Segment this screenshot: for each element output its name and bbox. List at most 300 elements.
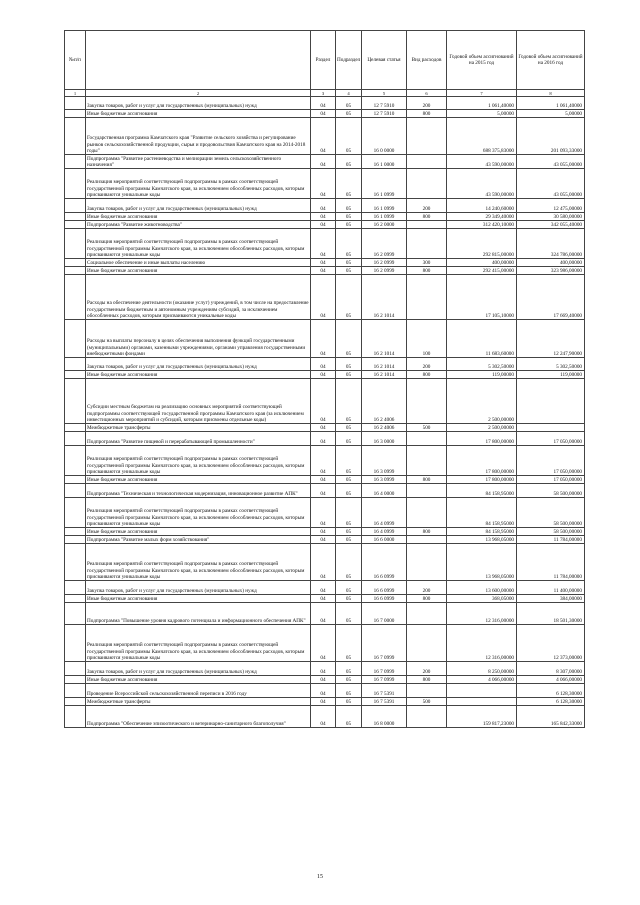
- row-razdel-cell: 04: [311, 706, 336, 728]
- row-statya-cell: 16 1 0000: [362, 155, 407, 169]
- row-razdel-cell: 04: [311, 229, 336, 259]
- row-razdel-cell: 04: [311, 698, 336, 706]
- row-name-cell: Реализация мероприятий соответствующей подпрограммы в рамках соответствующей государственной программы Камчатского края, за исключением обособленных расходов, которым присваиваются уникальные коды: [86, 544, 311, 581]
- row-razdel-cell: 04: [311, 267, 336, 275]
- row-2015-cell: 4 066,00000: [447, 676, 517, 684]
- table-row: [65, 155, 585, 169]
- row-vid-cell: 200: [407, 662, 447, 676]
- row-statya-cell: 16 0 0000: [362, 118, 407, 155]
- column-number: 4: [336, 90, 362, 97]
- row-vid-cell: [407, 275, 447, 320]
- table-row: [65, 581, 585, 595]
- row-2015-cell: 84 158,95000: [447, 498, 517, 528]
- row-2016-cell: 342 055,40000: [517, 221, 585, 229]
- row-podrazdel-cell: 05: [336, 581, 362, 595]
- row-podrazdel-cell: 05: [336, 595, 362, 603]
- row-2016-cell: 11 784,00000: [517, 544, 585, 581]
- row-vid-cell: 100: [407, 320, 447, 358]
- row-vid-cell: [407, 684, 447, 698]
- table-row: [65, 320, 585, 358]
- row-statya-cell: 16 6 0999: [362, 581, 407, 595]
- row-2015-cell: 13 968,05000: [447, 536, 517, 544]
- row-2015-cell: 2 500,00000: [447, 424, 517, 432]
- row-podrazdel-cell: 05: [336, 97, 362, 110]
- row-2016-cell: 6 128,30000: [517, 698, 585, 706]
- table-row: [65, 536, 585, 544]
- row-vid-cell: [407, 155, 447, 169]
- row-razdel-cell: 04: [311, 684, 336, 698]
- row-razdel-cell: 04: [311, 424, 336, 432]
- row-podrazdel-cell: 05: [336, 155, 362, 169]
- column-number: 7: [447, 90, 517, 97]
- row-razdel-cell: 04: [311, 476, 336, 484]
- row-statya-cell: 16 3 0999: [362, 446, 407, 476]
- table-row: [65, 528, 585, 536]
- row-index-cell: [65, 536, 86, 544]
- column-number: 5: [362, 90, 407, 97]
- table-row: [65, 603, 585, 625]
- row-name-cell: Реализация мероприятий соответствующей подпрограммы в рамках соответствующей государственной программы Камчатского края, за исключением обособленных расходов, которым присваиваются уникальные коды: [86, 625, 311, 662]
- row-name-cell: Подпрограмма "Развитие малых форм хозяйствования": [86, 536, 311, 544]
- row-name-cell: Закупка товаров, работ и услуг для государственных (муниципальных) нужд: [86, 581, 311, 595]
- row-razdel-cell: 04: [311, 199, 336, 213]
- row-2016-cell: [517, 379, 585, 424]
- row-index-cell: [65, 662, 86, 676]
- row-vid-cell: 800: [407, 110, 447, 118]
- row-name-cell: Межбюджетные трансферты: [86, 424, 311, 432]
- row-name-cell: Иные бюджетные ассигнования: [86, 528, 311, 536]
- header-statya: Целевая статья: [362, 31, 407, 90]
- header-name: [86, 31, 311, 90]
- row-vid-cell: 200: [407, 581, 447, 595]
- row-razdel-cell: 04: [311, 275, 336, 320]
- row-name-cell: Иные бюджетные ассигнования: [86, 213, 311, 221]
- row-2015-cell: 1 061,40000: [447, 97, 517, 110]
- row-razdel-cell: 04: [311, 379, 336, 424]
- row-razdel-cell: 04: [311, 498, 336, 528]
- column-number: 3: [311, 90, 336, 97]
- row-razdel-cell: 04: [311, 213, 336, 221]
- row-podrazdel-cell: 05: [336, 110, 362, 118]
- row-statya-cell: 12 7 5910: [362, 97, 407, 110]
- table-row: [65, 358, 585, 371]
- row-name-cell: Государственная программа Камчатского края "Развитие сельского хозяйства и регулирование рынков сельскохозяйственной продукции, сырья и продовольствия Камчатского края на 2014-2018 годы": [86, 118, 311, 155]
- row-podrazdel-cell: 05: [336, 662, 362, 676]
- row-name-cell: Социальное обеспечение и иные выплаты населению: [86, 259, 311, 267]
- row-2015-cell: 17 800,00000: [447, 446, 517, 476]
- row-vid-cell: 800: [407, 213, 447, 221]
- row-vid-cell: [407, 379, 447, 424]
- row-statya-cell: 16 2 0000: [362, 221, 407, 229]
- row-podrazdel-cell: 05: [336, 371, 362, 379]
- row-podrazdel-cell: 05: [336, 424, 362, 432]
- row-name-cell: Подпрограмма "Развитие животноводства": [86, 221, 311, 229]
- row-podrazdel-cell: 05: [336, 476, 362, 484]
- row-2015-cell: 13 600,00000: [447, 581, 517, 595]
- row-vid-cell: [407, 484, 447, 498]
- row-2015-cell: 17 800,00000: [447, 432, 517, 446]
- table-row: [65, 110, 585, 118]
- table-row: [65, 698, 585, 706]
- table-row: [65, 484, 585, 498]
- column-number-row: [65, 90, 585, 97]
- row-vid-cell: [407, 432, 447, 446]
- row-2015-cell: 11 683,60000: [447, 320, 517, 358]
- row-razdel-cell: 04: [311, 603, 336, 625]
- row-2015-cell: 14 240,60000: [447, 199, 517, 213]
- table-row: [65, 229, 585, 259]
- row-statya-cell: 16 3 0999: [362, 476, 407, 484]
- row-name-cell: Подпрограмма "Развитие растениеводства и мелиорации земель сельскохозяйственного назначения": [86, 155, 311, 169]
- row-vid-cell: 200: [407, 199, 447, 213]
- table-row: [65, 595, 585, 603]
- row-podrazdel-cell: 05: [336, 275, 362, 320]
- row-vid-cell: 800: [407, 676, 447, 684]
- row-2016-cell: 12 475,00000: [517, 199, 585, 213]
- row-2016-cell: 12 373,00000: [517, 625, 585, 662]
- row-index-cell: [65, 424, 86, 432]
- row-vid-cell: 500: [407, 424, 447, 432]
- row-podrazdel-cell: 05: [336, 528, 362, 536]
- header-vid: Вид расходов: [407, 31, 447, 90]
- row-index-cell: [65, 229, 86, 259]
- row-name-cell: Субсидии местным бюджетам на реализацию основных мероприятий соответствующей подпрограммы соответствующей государственной программы Камчатского края (за исключением инвестиционных мероприятий и субсидий, которым присвоены отдельные коды): [86, 379, 311, 424]
- column-number: 6: [407, 90, 447, 97]
- row-index-cell: [65, 595, 86, 603]
- row-podrazdel-cell: 05: [336, 259, 362, 267]
- row-index-cell: [65, 275, 86, 320]
- row-razdel-cell: 04: [311, 484, 336, 498]
- row-2016-cell: 30 580,00000: [517, 213, 585, 221]
- row-2016-cell: 165 842,33000: [517, 706, 585, 728]
- row-index-cell: [65, 213, 86, 221]
- row-razdel-cell: 04: [311, 676, 336, 684]
- row-2016-cell: 12 247,90000: [517, 320, 585, 358]
- row-name-cell: Реализация мероприятий соответствующей подпрограммы в рамках соответствующей государственной программы Камчатского края, за исключением обособленных расходов, которым присваиваются уникальные коды: [86, 169, 311, 199]
- row-index-cell: [65, 259, 86, 267]
- row-2016-cell: 384,00000: [517, 595, 585, 603]
- row-razdel-cell: 04: [311, 320, 336, 358]
- row-name-cell: Подпрограмма "Развитие пищевой и перерабатывающей промышленности": [86, 432, 311, 446]
- row-2016-cell: 4 066,00000: [517, 676, 585, 684]
- row-podrazdel-cell: 05: [336, 432, 362, 446]
- row-podrazdel-cell: 05: [336, 169, 362, 199]
- table-row: [65, 446, 585, 476]
- table-row: [65, 221, 585, 229]
- row-name-cell: Иные бюджетные ассигнования: [86, 476, 311, 484]
- row-statya-cell: 16 2 0999: [362, 229, 407, 259]
- row-statya-cell: 16 2 0999: [362, 259, 407, 267]
- row-name-cell: Закупка товаров, работ и услуг для государственных (муниципальных) нужд: [86, 358, 311, 371]
- row-index-cell: [65, 706, 86, 728]
- row-2016-cell: 5,00000: [517, 110, 585, 118]
- row-index-cell: [65, 221, 86, 229]
- row-name-cell: Реализация мероприятий соответствующей подпрограммы в рамках соответствующей государственной программы Камчатского края, за исключением обособленных расходов, которым присваиваются уникальные коды: [86, 446, 311, 476]
- row-name-cell: Закупка товаров, работ и услуг для государственных (муниципальных) нужд: [86, 97, 311, 110]
- row-2015-cell: 312 420,10000: [447, 221, 517, 229]
- row-name-cell: Иные бюджетные ассигнования: [86, 267, 311, 275]
- row-2015-cell: 292 815,00000: [447, 229, 517, 259]
- row-2016-cell: 8 307,00000: [517, 662, 585, 676]
- row-index-cell: [65, 544, 86, 581]
- row-podrazdel-cell: 05: [336, 199, 362, 213]
- row-2015-cell: 8 250,00000: [447, 662, 517, 676]
- row-podrazdel-cell: 05: [336, 603, 362, 625]
- row-razdel-cell: 04: [311, 155, 336, 169]
- row-2015-cell: 29 349,40000: [447, 213, 517, 221]
- table-row: [65, 476, 585, 484]
- row-2015-cell: 17 800,00000: [447, 476, 517, 484]
- row-vid-cell: [407, 544, 447, 581]
- row-index-cell: [65, 581, 86, 595]
- row-statya-cell: 16 4 0000: [362, 484, 407, 498]
- row-razdel-cell: 04: [311, 259, 336, 267]
- row-2015-cell: 17 105,10000: [447, 275, 517, 320]
- row-podrazdel-cell: 05: [336, 379, 362, 424]
- row-2016-cell: [517, 424, 585, 432]
- row-2015-cell: [447, 684, 517, 698]
- row-index-cell: [65, 320, 86, 358]
- row-name-cell: Реализация мероприятий соответствующей подпрограммы в рамках соответствующей государственной программы Камчатского края, за исключением обособленных расходов, которым присваиваются уникальные коды: [86, 498, 311, 528]
- row-2015-cell: 159 817,23000: [447, 706, 517, 728]
- row-vid-cell: 800: [407, 528, 447, 536]
- row-2016-cell: 58 500,00000: [517, 498, 585, 528]
- row-statya-cell: 16 1 0999: [362, 199, 407, 213]
- row-name-cell: Иные бюджетные ассигнования: [86, 371, 311, 379]
- table-row: [65, 432, 585, 446]
- row-razdel-cell: 04: [311, 371, 336, 379]
- row-vid-cell: [407, 118, 447, 155]
- header-podrazdel: Подраздел: [336, 31, 362, 90]
- table-row: [65, 379, 585, 424]
- row-razdel-cell: 04: [311, 544, 336, 581]
- row-2016-cell: 18 501,30000: [517, 603, 585, 625]
- row-2015-cell: 292 415,00000: [447, 267, 517, 275]
- row-statya-cell: 16 6 0999: [362, 544, 407, 581]
- row-vid-cell: 800: [407, 267, 447, 275]
- row-podrazdel-cell: 05: [336, 446, 362, 476]
- row-2015-cell: 119,00000: [447, 371, 517, 379]
- row-podrazdel-cell: 05: [336, 625, 362, 662]
- row-index-cell: [65, 484, 86, 498]
- row-podrazdel-cell: 05: [336, 536, 362, 544]
- row-statya-cell: 16 2 1014: [362, 275, 407, 320]
- budget-table: [64, 30, 585, 728]
- row-name-cell: Иные бюджетные ассигнования: [86, 676, 311, 684]
- row-2015-cell: 43 590,00000: [447, 155, 517, 169]
- row-2015-cell: 5,00000: [447, 110, 517, 118]
- row-razdel-cell: 04: [311, 432, 336, 446]
- row-2015-cell: [447, 698, 517, 706]
- row-vid-cell: [407, 169, 447, 199]
- row-name-cell: Закупка товаров, работ и услуг для государственных (муниципальных) нужд: [86, 662, 311, 676]
- table-row: [65, 676, 585, 684]
- header-row: [65, 31, 585, 90]
- header-2015: Годовой объем ассигнований на 2015 год: [447, 31, 517, 90]
- table-row: [65, 213, 585, 221]
- row-statya-cell: 16 6 0000: [362, 536, 407, 544]
- row-statya-cell: 12 7 5910: [362, 110, 407, 118]
- row-index-cell: [65, 446, 86, 476]
- row-razdel-cell: 04: [311, 662, 336, 676]
- row-razdel-cell: 04: [311, 446, 336, 476]
- row-2015-cell: 13 968,05000: [447, 544, 517, 581]
- row-name-cell: Подпрограмма "Обеспечение эпизоотического и ветеринарно-санитарного благополучия": [86, 706, 311, 728]
- row-vid-cell: 800: [407, 476, 447, 484]
- row-2016-cell: 11 784,00000: [517, 536, 585, 544]
- column-number: 1: [65, 90, 86, 97]
- row-podrazdel-cell: 05: [336, 358, 362, 371]
- page-number: 15: [317, 874, 323, 880]
- row-index-cell: [65, 676, 86, 684]
- row-index-cell: [65, 169, 86, 199]
- row-name-cell: Расходы на выплаты персоналу в целях обеспечения выполнения функций государственными (муниципальными) органами, казенными учреждениями, органами управления государственными внебюджетными фондами: [86, 320, 311, 358]
- row-podrazdel-cell: 05: [336, 684, 362, 698]
- row-podrazdel-cell: 05: [336, 221, 362, 229]
- row-podrazdel-cell: 05: [336, 706, 362, 728]
- row-2016-cell: 43 055,00000: [517, 169, 585, 199]
- table-row: [65, 706, 585, 728]
- row-index-cell: [65, 684, 86, 698]
- row-index-cell: [65, 698, 86, 706]
- table-row: [65, 544, 585, 581]
- row-name-cell: Иные бюджетные ассигнования: [86, 110, 311, 118]
- header-index: №п/п: [65, 31, 86, 90]
- row-2015-cell: 688 375,83000: [447, 118, 517, 155]
- row-2015-cell: 12 316,00000: [447, 603, 517, 625]
- row-index-cell: [65, 528, 86, 536]
- row-2016-cell: 1 061,40000: [517, 97, 585, 110]
- row-podrazdel-cell: 05: [336, 544, 362, 581]
- header-2016: Годовой объем ассигнований на 2016 год: [517, 31, 585, 90]
- column-number: 8: [517, 90, 585, 97]
- row-vid-cell: 500: [407, 698, 447, 706]
- row-podrazdel-cell: 05: [336, 698, 362, 706]
- row-podrazdel-cell: 05: [336, 213, 362, 221]
- row-name-cell: Иные бюджетные ассигнования: [86, 595, 311, 603]
- row-vid-cell: [407, 221, 447, 229]
- row-2015-cell: 2 500,00000: [447, 379, 517, 424]
- row-index-cell: [65, 379, 86, 424]
- row-2015-cell: 84 158,95000: [447, 528, 517, 536]
- row-2016-cell: 17 050,00000: [517, 446, 585, 476]
- row-statya-cell: 16 7 0999: [362, 676, 407, 684]
- row-statya-cell: 16 4 0999: [362, 528, 407, 536]
- row-index-cell: [65, 432, 86, 446]
- row-index-cell: [65, 358, 86, 371]
- table-row: [65, 267, 585, 275]
- row-statya-cell: 16 7 0999: [362, 662, 407, 676]
- row-statya-cell: 16 2 1014: [362, 320, 407, 358]
- budget-sheet: [64, 30, 584, 728]
- row-2016-cell: 323 986,00000: [517, 267, 585, 275]
- row-podrazdel-cell: 05: [336, 676, 362, 684]
- row-razdel-cell: 04: [311, 536, 336, 544]
- row-podrazdel-cell: 05: [336, 484, 362, 498]
- table-row: [65, 662, 585, 676]
- table-row: [65, 625, 585, 662]
- row-name-cell: Подпрограмма "Повышение уровня кадрового потенциала и информационного обеспечения АПК": [86, 603, 311, 625]
- row-index-cell: [65, 625, 86, 662]
- row-name-cell: Реализация мероприятий соответствующей подпрограммы в рамках соответствующей государственной программы Камчатского края, за исключением обособленных расходов, которым присваиваются уникальные коды: [86, 229, 311, 259]
- row-vid-cell: 200: [407, 358, 447, 371]
- table-row: [65, 199, 585, 213]
- row-2016-cell: 43 055,00000: [517, 155, 585, 169]
- row-statya-cell: 16 2 1014: [362, 371, 407, 379]
- row-razdel-cell: 04: [311, 97, 336, 110]
- row-razdel-cell: 04: [311, 110, 336, 118]
- row-statya-cell: 16 3 0000: [362, 432, 407, 446]
- table-row: [65, 275, 585, 320]
- row-vid-cell: 800: [407, 371, 447, 379]
- row-2016-cell: 201 093,33000: [517, 118, 585, 155]
- row-podrazdel-cell: 05: [336, 498, 362, 528]
- row-2016-cell: 400,00000: [517, 259, 585, 267]
- row-2016-cell: 58 500,00000: [517, 528, 585, 536]
- row-index-cell: [65, 476, 86, 484]
- row-index-cell: [65, 110, 86, 118]
- row-2015-cell: 400,00000: [447, 259, 517, 267]
- row-podrazdel-cell: 05: [336, 320, 362, 358]
- row-vid-cell: [407, 706, 447, 728]
- row-index-cell: [65, 371, 86, 379]
- row-index-cell: [65, 498, 86, 528]
- row-statya-cell: 16 7 5391: [362, 698, 407, 706]
- row-vid-cell: 300: [407, 259, 447, 267]
- row-statya-cell: 16 7 5391: [362, 684, 407, 698]
- row-name-cell: Закупка товаров, работ и услуг для государственных (муниципальных) нужд: [86, 199, 311, 213]
- table-row: [65, 97, 585, 110]
- row-vid-cell: [407, 446, 447, 476]
- row-vid-cell: [407, 625, 447, 662]
- row-razdel-cell: 04: [311, 625, 336, 662]
- row-razdel-cell: 04: [311, 118, 336, 155]
- row-vid-cell: [407, 229, 447, 259]
- table-row: [65, 259, 585, 267]
- row-2015-cell: 43 590,00000: [447, 169, 517, 199]
- row-statya-cell: 16 6 0999: [362, 595, 407, 603]
- row-statya-cell: 16 8 0000: [362, 706, 407, 728]
- row-name-cell: Подпрограмма "Техническая и технологическая модернизация, инновационное развитие АПК": [86, 484, 311, 498]
- row-index-cell: [65, 603, 86, 625]
- row-razdel-cell: 04: [311, 169, 336, 199]
- row-2016-cell: 324 786,00000: [517, 229, 585, 259]
- row-2015-cell: 84 158,95000: [447, 484, 517, 498]
- header-razdel: Раздел: [311, 31, 336, 90]
- table-row: [65, 169, 585, 199]
- row-podrazdel-cell: 05: [336, 267, 362, 275]
- row-razdel-cell: 04: [311, 581, 336, 595]
- row-2016-cell: 5 302,50000: [517, 358, 585, 371]
- table-row: [65, 684, 585, 698]
- row-vid-cell: [407, 536, 447, 544]
- row-2015-cell: 5 302,50000: [447, 358, 517, 371]
- row-index-cell: [65, 199, 86, 213]
- row-index-cell: [65, 97, 86, 110]
- row-statya-cell: 16 2 4006: [362, 424, 407, 432]
- row-index-cell: [65, 155, 86, 169]
- row-podrazdel-cell: 05: [336, 118, 362, 155]
- row-2016-cell: 17 669,40000: [517, 275, 585, 320]
- row-2016-cell: 17 050,00000: [517, 432, 585, 446]
- row-2016-cell: 17 050,00000: [517, 476, 585, 484]
- row-2016-cell: 11 400,00000: [517, 581, 585, 595]
- row-statya-cell: 16 4 0999: [362, 498, 407, 528]
- row-statya-cell: 16 1 0999: [362, 169, 407, 199]
- row-name-cell: Расходы на обеспечение деятельности (оказание услуг) учреждений, в том числе на предоставление государственным бюджетным и автономным учреждениям субсидий, за исключением обособленных расходов, которым присваиваются уникальные коды: [86, 275, 311, 320]
- column-number: 2: [86, 90, 311, 97]
- row-2015-cell: 368,05000: [447, 595, 517, 603]
